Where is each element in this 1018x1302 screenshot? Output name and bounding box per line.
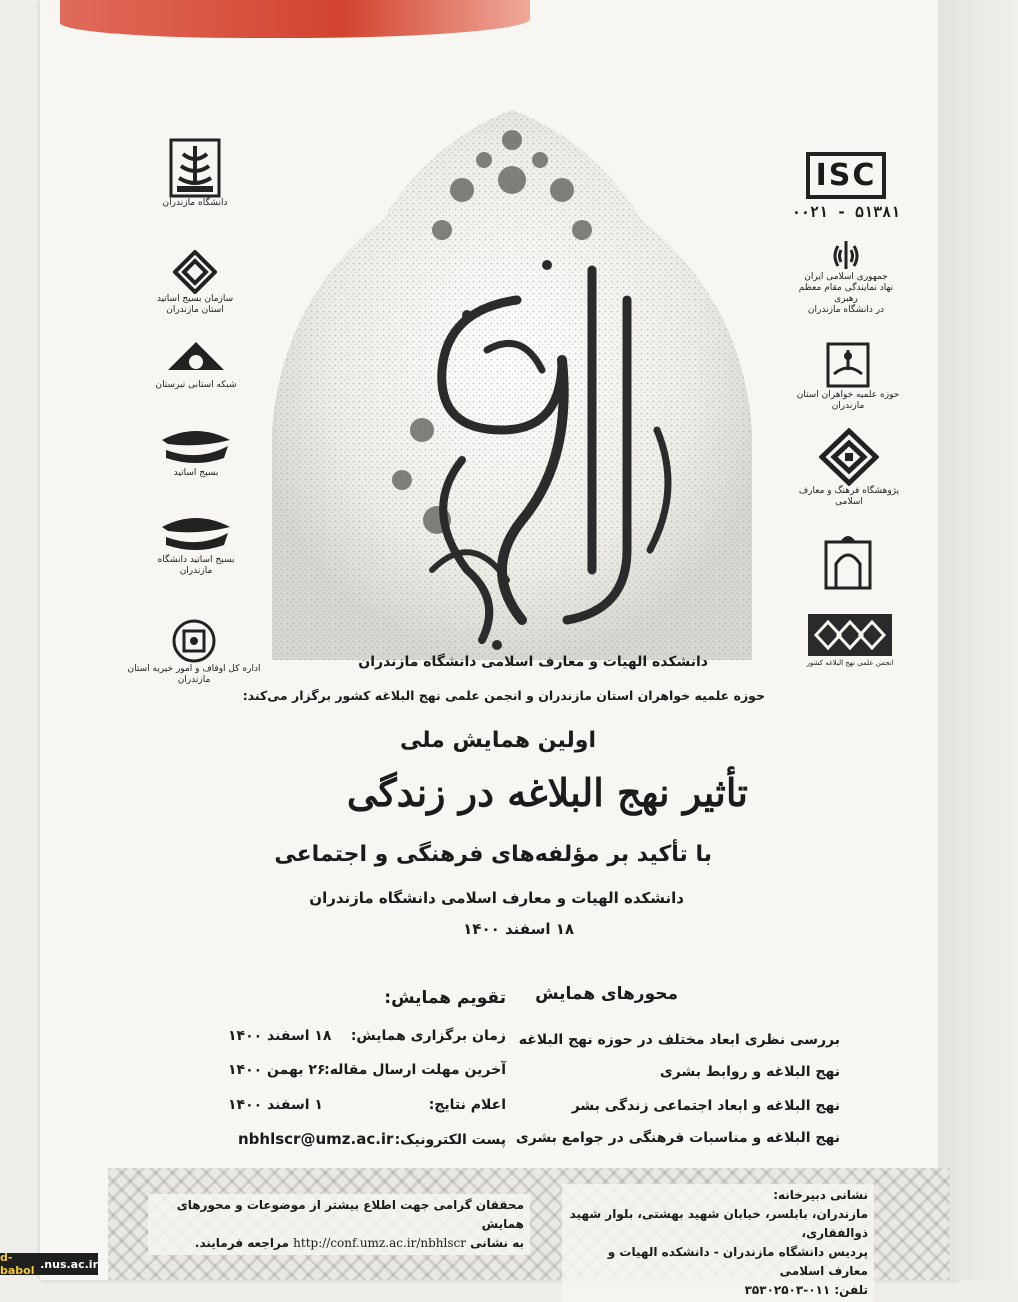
leader-rep-caption: جمهوری اسلامی ایران نهاد نمایندگی مقام معظم رهبری در دانشگاه مازندران [798, 272, 894, 315]
basij-asatid-caption-1: بسیج اساتید [173, 468, 219, 478]
secretariat-line-1: مازندران، بابلسر، خیابان شهید بهشتی، بلوار شهید ذوالفقاری، [569, 1207, 868, 1240]
seminary-book-icon [824, 340, 872, 390]
date-line: ۱۸ اسفند ۱۴۰۰ [463, 920, 574, 938]
nahj-society-caption: انجمن علمی نهج البلاغه کشور [806, 659, 894, 667]
awqaf-logo [124, 618, 264, 686]
basij-wave-icon-2 [158, 515, 234, 555]
leader-rep-logo [790, 238, 902, 316]
tv-network-icon [166, 340, 226, 380]
calendar-value-3: ۱ اسفند ۱۴۰۰ [228, 1097, 323, 1113]
seminary-caption: حوزه علمیه خواهران استان مازندران [796, 390, 900, 411]
calendar-label-2: آخرین مهلت ارسال مقاله: [324, 1062, 506, 1078]
conference-url[interactable]: http://conf.umz.ac.ir/nbhlscr [293, 1236, 466, 1250]
pre-title: اولین همایش ملی [399, 728, 596, 753]
geometric-knot-icon [819, 428, 879, 486]
axes-heading: محورهای همایش [535, 984, 678, 1004]
mosque-logo [808, 528, 888, 592]
co-organizers-line: حوزه علمیه خواهران استان مازندران و انجمن علمی نهج البلاغه کشور برگزار می‌کند: [242, 688, 765, 703]
venue-line: دانشکده الهیات و معارف اسلامی دانشگاه مازندران [309, 889, 684, 907]
research-institute-caption: پژوهشگاه فرهنگ و معارف اسلامی [798, 486, 900, 507]
isc-logo [790, 152, 902, 221]
paper-fold [938, 0, 1018, 1280]
site-badge-a: d-babol [0, 1251, 35, 1277]
info-box [148, 1194, 530, 1255]
site-watermark-badge [0, 1253, 98, 1275]
umz-caption: دانشگاه مازندران [162, 198, 228, 208]
basij-professors-logo [150, 250, 240, 316]
seminary-logo [796, 340, 900, 412]
basij-wave-icon [158, 428, 234, 468]
info-prefix: به نشانی [470, 1236, 524, 1250]
umz-logo [150, 138, 240, 209]
umz-emblem-icon [169, 138, 221, 198]
calendar-label-1: زمان برگزاری همایش: [350, 1028, 506, 1044]
axis-item-4: نهج البلاغه و مناسبات فرهنگی در جوامع بشری [515, 1130, 840, 1146]
calendar-heading: تقویم همایش: [384, 988, 506, 1008]
secretariat-line-2: پردیس دانشگاه مازندران - دانشکده الهیات و معارف اسلامی [607, 1245, 868, 1278]
secretariat-heading: نشانی دبیرخانه: [773, 1188, 868, 1202]
nahj-society-pattern-icon [806, 612, 894, 658]
organizer-line: دانشکده الهیات و معارف اسلامی دانشگاه مازندران [358, 654, 708, 670]
main-title: تأثیر نهج البلاغه در زندگی [346, 770, 748, 815]
calendar-label-4: پست الکترونیک: [394, 1132, 506, 1148]
calendar-value-1: ۱۸ اسفند ۱۴۰۰ [228, 1028, 332, 1044]
mosque-icon [820, 528, 876, 592]
isc-label: ISC [806, 152, 887, 199]
basij-emblem-icon [173, 250, 217, 294]
sub-title: با تأکید بر مؤلفه‌های فرهنگی و اجتماعی [274, 842, 712, 867]
tv-network-logo [148, 340, 244, 391]
email-address[interactable]: nbhlscr@umz.ac.ir [238, 1130, 394, 1148]
secretariat-box [562, 1184, 874, 1302]
red-object-corner [60, 0, 530, 38]
basij-asatid-caption-2: بسیج اساتید دانشگاه مازندران [157, 555, 235, 576]
awqaf-emblem-icon [171, 618, 217, 664]
axis-item-3: نهج البلاغه و ابعاد اجتماعی زندگی بشر [571, 1098, 840, 1114]
tv-network-caption: شبکه استانی تبرستان [155, 380, 237, 390]
secretariat-line-3: تلفن: ۰۱۱-۳۵۳۰۲۵۰۳ [744, 1283, 868, 1297]
site-badge-b: .nus.ac.ir [40, 1257, 98, 1271]
axis-item-2: نهج البلاغه و روابط بشری [659, 1064, 840, 1080]
isc-phone: ۵۱۳۸۱ - ۰۰۲۱ [791, 203, 901, 221]
info-line-1: محققان گرامی جهت اطلاع بیشتر از موضوعات و محورهای همایش [176, 1198, 524, 1231]
awqaf-caption: اداره کل اوقاف و امور خیریه استان مازندران [127, 664, 261, 685]
research-institute-logo [794, 428, 904, 508]
basij-asatid-logo-1 [148, 428, 244, 479]
axis-item-1: بررسی نظری ابعاد مختلف در حوزه نهج البلاغه [518, 1032, 840, 1048]
info-line-2 [154, 1234, 524, 1253]
calendar-label-3: اعلام نتایج: [428, 1097, 506, 1113]
info-suffix: مراجعه فرمایند. [194, 1236, 289, 1250]
basij-professors-caption: سازمان بسیج اساتید استان مازندران [156, 294, 234, 315]
iran-emblem-icon [829, 238, 863, 272]
nahj-society-logo [798, 612, 902, 669]
nahj-calligraphy-artwork [262, 100, 762, 660]
calendar-value-2: ۲۶ بهمن ۱۴۰۰ [228, 1062, 326, 1078]
basij-asatid-logo-2 [148, 515, 244, 577]
